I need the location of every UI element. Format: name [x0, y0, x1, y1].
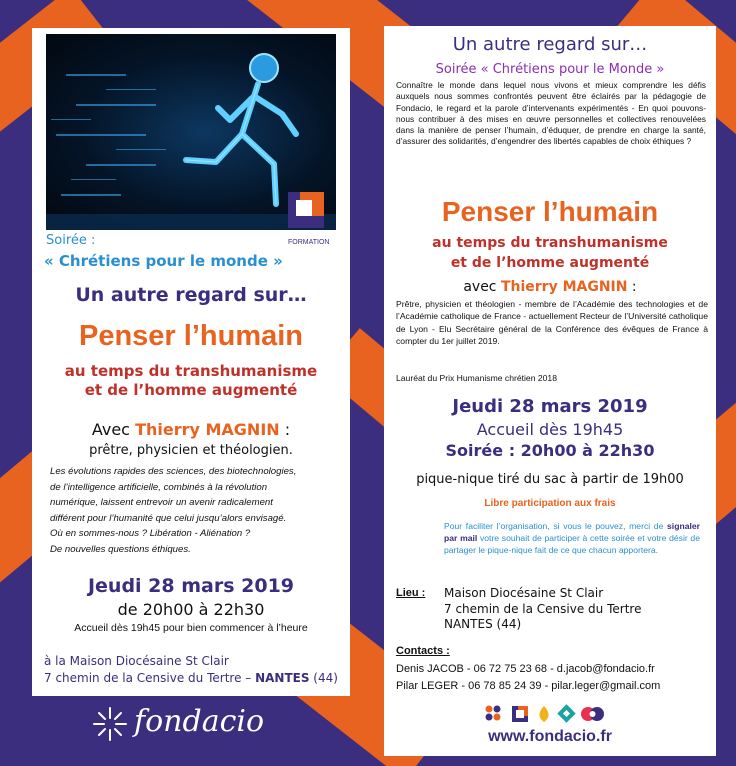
right-intro-paragraph: Connaître le monde dans lequel nous vivons et mieux comprendre les défis auxquels nous sommes confrontés peuvent être éclairés par la pédagogie de Fondacio, le regard et la parole d’intervenants expérimentés - En quoi pouvons-nous contribuer à des mises en œuvre personnelles et collectives renouvelées dans la manière de penser l’humain, d’éduquer, de prendre en charge la santé, d’assurer des solidarités, d’engendrer des libertés capables de choix éthiques ?: [396, 80, 706, 147]
participation-info: Libre participation aux frais: [484, 498, 616, 509]
left-time: de 20h00 à 22h30: [117, 600, 265, 619]
lieu-label: Lieu :: [396, 587, 426, 599]
avec-label: Avec: [91, 420, 136, 439]
left-place-line2: [44, 671, 338, 685]
right-subtitle-line1: au temps du transhumanisme: [432, 235, 668, 251]
left-main-title: Penser l’humain: [78, 320, 303, 352]
description-line: numérique, laissent entrevoir un avenir radicalement: [50, 497, 273, 508]
left-date: Jeudi 28 mars 2019: [87, 575, 295, 597]
right-subtitle-line2: et de l’homme augmenté: [450, 255, 650, 271]
speaker-name: Thierry MAGNIN: [135, 420, 280, 439]
description-line: Les évolutions rapides des sciences, des biotechnologies,: [50, 466, 297, 477]
left-place-line1: à la Maison Diocésaine St Clair: [44, 654, 229, 668]
info-signal-mail: signaler par mail: [444, 521, 700, 543]
right-speaker-line: [384, 279, 716, 295]
picnic-info: pique-nique tiré du sac à partir de 19h00: [416, 472, 684, 487]
partner-logos-row: [484, 704, 624, 724]
speaker-colon: :: [627, 279, 637, 295]
lieu-line: Maison Diocésaine St Clair: [444, 586, 604, 600]
soiree-title: « Chrétiens pour le monde »: [44, 252, 283, 270]
description-line: Où en sommes-nous ? Libération - Aliénation ?: [50, 528, 251, 539]
speaker-bio: Prêtre, physicien et théologien - membre de l’Académie des technologies et de l’Académie catholique de France - actuellement Recteur de l’Université catholique de Lyon - Elu Secrétaire général de la Conférence des évêques de France à compter du 1er juillet 2019.: [396, 299, 708, 347]
website-link[interactable]: www.fondacio.fr: [488, 728, 612, 745]
lieu-address: [444, 586, 641, 633]
left-accueil: Accueil dès 19h45 pour bien commencer à l’heure: [74, 622, 308, 634]
left-regard-heading: Un autre regard sur…: [75, 284, 307, 306]
contacts-list: [396, 661, 660, 695]
speaker-prize: Lauréat du Prix Humanisme chrétien 2018: [396, 373, 557, 383]
left-subtitle-line2: et de l’homme augmenté: [84, 381, 298, 399]
logo-dots: [486, 706, 501, 721]
fondacio-wordmark: fondacio: [134, 704, 265, 739]
right-soiree-time: Soirée : 20h00 à 22h30: [445, 441, 655, 460]
right-accueil: Accueil dès 19h45: [476, 420, 624, 439]
logo-flame: [540, 706, 549, 722]
left-subtitle-line1: au temps du transhumanisme: [64, 362, 318, 380]
formation-label: FORMATION: [288, 239, 330, 246]
right-main-title: Penser l’humain: [441, 196, 659, 227]
fondacio-burst-icon: [90, 704, 130, 744]
speaker-colon: :: [279, 420, 291, 439]
description-line: De nouvelles questions éthiques.: [50, 543, 191, 555]
right-soiree: Soirée « Chrétiens pour le Monde »: [435, 62, 665, 77]
soiree-label: Soirée :: [46, 233, 96, 248]
right-regard-heading: Un autre regard sur…: [452, 34, 648, 55]
address-city: NANTES: [255, 671, 310, 685]
address-street: 7 chemin de la Censive du Tertre –: [44, 671, 256, 685]
info-part2: votre souhait de participer à cette soirée et votre désir de partager le pique-nique fait de ce que chacun apportera.: [444, 532, 700, 555]
info-part1: Pour faciliter l’organisation, si vous le pouvez, merci de: [444, 521, 668, 531]
registration-info: [444, 521, 700, 556]
lieu-line: NANTES (44): [444, 617, 522, 631]
contacts-label: Contacts :: [396, 645, 450, 657]
formation-logo-mark: [288, 192, 324, 228]
formation-logo: [288, 192, 324, 228]
contact-line: Denis JACOB - 06 72 75 23 68 - d.jacob@fondacio.fr: [396, 663, 655, 675]
right-date: Jeudi 28 mars 2019: [452, 396, 648, 417]
logo-rings: [581, 707, 604, 721]
left-speaker-line: [32, 420, 350, 439]
lieu-line: 7 chemin de la Censive du Tertre: [444, 601, 642, 616]
avec-label: avec: [463, 279, 501, 295]
address-code: (44): [309, 671, 338, 685]
contact-line: Pilar LEGER - 06 78 85 24 39 - pilar.leger@gmail.com: [396, 680, 661, 692]
speaker-name: Thierry MAGNIN: [500, 279, 628, 295]
left-description: [50, 464, 345, 557]
partner-logos: [484, 704, 624, 724]
speaker-role: prêtre, physicien et théologien.: [89, 443, 293, 458]
logo-diamond: [557, 704, 575, 722]
description-line: différent pour l’humanité que celui jusqu’alors envisagé.: [50, 512, 287, 524]
burst-icon: [90, 704, 130, 744]
logo-formation: [512, 706, 528, 722]
description-line: de l’intelligence artificielle, combinés à la révolution: [50, 481, 268, 493]
